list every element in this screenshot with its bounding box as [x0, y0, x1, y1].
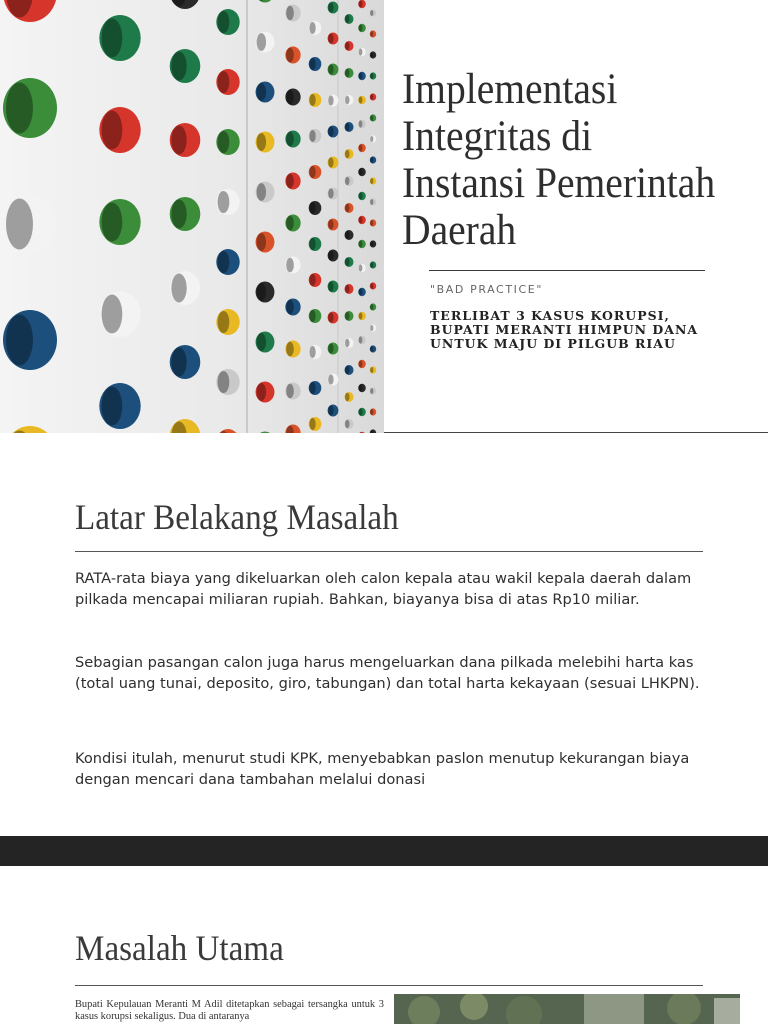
wall-hole-shadow: [370, 52, 373, 58]
wall-hole-shadow: [286, 384, 294, 398]
wall-hole-shadow: [345, 42, 350, 51]
wall-hole-shadow: [286, 6, 294, 20]
wall-hole-shadow: [309, 382, 315, 394]
wall-hole-shadow: [370, 136, 373, 142]
wall-hole-shadow: [102, 110, 123, 149]
wall-hole-shadow: [328, 281, 333, 291]
cover-photo: [0, 0, 384, 433]
wall-hole-shadow: [309, 274, 315, 286]
section-rule: [75, 985, 703, 986]
wall-hole-shadow: [345, 177, 350, 186]
wall-hole-shadow: [359, 144, 363, 151]
perforated-wall-image: [0, 0, 384, 433]
wall-hole-shadow: [328, 95, 333, 105]
wall-hole-shadow: [257, 233, 266, 251]
wall-hole-shadow: [218, 311, 230, 333]
wall-hole-shadow: [6, 199, 33, 250]
wall-hole-shadow: [359, 240, 363, 247]
wall-hole-shadow: [328, 126, 333, 136]
wall-hole-shadow: [345, 123, 350, 132]
wall-hole-shadow: [257, 333, 266, 351]
wall-hole-shadow: [370, 367, 373, 373]
wall-hole-shadow: [328, 188, 333, 198]
wall-hole-shadow: [345, 69, 350, 78]
wall-hole-shadow: [309, 310, 315, 322]
main-problem-text: Bupati Kepulauan Meranti M Adil ditetapkan sebagai tersangka untuk 3 kasus korupsi sekaligus. Dua di antaranya: [75, 999, 384, 1022]
wall-hole-shadow: [370, 157, 373, 163]
wall-hole-shadow: [359, 312, 363, 319]
wall-hole-shadow: [328, 157, 333, 167]
wall-hole-shadow: [257, 133, 266, 151]
cover-title: Implementasi Integritas di Instansi Pemerintah Daerah: [402, 66, 716, 254]
wall-hole-shadow: [370, 409, 373, 415]
wall-hole-shadow: [309, 202, 315, 214]
wall-hole-shadow: [370, 10, 373, 16]
wall-hole-shadow: [309, 58, 315, 70]
wall-hole-shadow: [6, 315, 33, 366]
paragraph-3: Kondisi itulah, menurut studi KPK, menyebabkan paslon menutup kekurangan biaya dengan mencari dana tambahan melalui donasi: [75, 750, 690, 788]
wall-hole-shadow: [345, 420, 350, 429]
wall-hole-shadow: [328, 343, 333, 353]
wall-hole-shadow: [370, 220, 373, 226]
wall-hole-shadow: [370, 73, 373, 79]
wall-hole-shadow: [218, 371, 230, 393]
wall-hole-shadow: [370, 94, 373, 100]
wall-hole-shadow: [345, 258, 350, 267]
wall-hole-shadow: [370, 325, 373, 331]
wall-hole-shadow: [370, 262, 373, 268]
cover-kicker: "BAD PRACTICE": [430, 283, 543, 296]
wall-hole-shadow: [359, 360, 363, 367]
wall-hole-shadow: [286, 90, 294, 104]
wall-hole-shadow: [370, 115, 373, 121]
paragraph-2: Sebagian pasangan calon juga harus mengeluarkan dana pilkada melebihi harta kas (total uang tunai, deposito, giro, tabungan) dan total harta kekayaan (sesuai LHKPN).: [75, 654, 700, 692]
wall-hole-shadow: [6, 83, 33, 134]
wall-hole-shadow: [370, 31, 373, 37]
wall-hole-shadow: [309, 166, 315, 178]
wall-hole-shadow: [328, 374, 333, 384]
wall-hole-shadow: [359, 408, 363, 415]
wall-hole-shadow: [309, 94, 315, 106]
wall-hole-shadow: [171, 348, 186, 377]
section-title-masalah-utama: Masalah Utama: [75, 928, 284, 968]
wall-hole-shadow: [345, 15, 350, 24]
wall-hole-shadow: [286, 342, 294, 356]
wall-hole-shadow: [345, 393, 350, 402]
main-problem-slide: [0, 866, 768, 1024]
wall-hole-shadow: [102, 18, 123, 57]
wall-hole-shadow: [370, 346, 373, 352]
wall-hole-shadow: [345, 366, 350, 375]
wall-hole-shadow: [328, 33, 333, 43]
background-slide: [0, 433, 768, 836]
wall-hole-shadow: [359, 384, 363, 391]
wall-hole-shadow: [102, 202, 123, 241]
slide-divider-band: [0, 836, 768, 866]
wall-hole-shadow: [370, 199, 373, 205]
wall-hole-shadow: [345, 339, 350, 348]
wall-hole-shadow: [359, 120, 363, 127]
wall-hole-shadow: [345, 312, 350, 321]
wall-hole-shadow: [309, 238, 315, 250]
wall-hole-shadow: [309, 130, 315, 142]
wall-hole-shadow: [345, 204, 350, 213]
wall-hole-shadow: [359, 264, 363, 271]
wall-hole-shadow: [359, 216, 363, 223]
wall-hole-shadow: [309, 418, 315, 430]
wall-hole-shadow: [286, 132, 294, 146]
wall-hole-shadow: [328, 64, 333, 74]
cover-headline: TERLIBAT 3 KASUS KORUPSI, BUPATI MERANTI HIMPUN DANA UNTUK MAJU DI PILGUB RIAU: [430, 308, 699, 351]
wall-hole-shadow: [359, 168, 363, 175]
cover-slide: [0, 0, 768, 433]
outdoor-photo: [394, 994, 740, 1024]
wall-hole-shadow: [257, 383, 266, 401]
wall-hole-shadow: [286, 258, 294, 272]
cover-divider-line: [429, 270, 705, 271]
wall-hole-shadow: [345, 231, 350, 240]
wall-hole-shadow: [218, 251, 230, 273]
wall-hole-shadow: [370, 304, 373, 310]
wall-hole-shadow: [359, 192, 363, 199]
wall-hole-shadow: [286, 300, 294, 314]
wall-hole-shadow: [257, 83, 266, 101]
section-rule: [75, 551, 703, 552]
wall-hole-shadow: [328, 250, 333, 260]
wall-hole-shadow: [359, 48, 363, 55]
wall-hole-shadow: [218, 131, 230, 153]
wall-hole-shadow: [171, 126, 186, 155]
wall-hole-shadow: [370, 283, 373, 289]
wall-hole-shadow: [328, 2, 333, 12]
wall-hole-shadow: [328, 405, 333, 415]
wall-hole-shadow: [102, 386, 123, 425]
wall-hole-shadow: [218, 191, 230, 213]
wall-hole-shadow: [257, 33, 266, 51]
section-title-latar-belakang: Latar Belakang Masalah: [75, 497, 399, 537]
wall-hole-shadow: [286, 48, 294, 62]
wall-hole-shadow: [359, 288, 363, 295]
wall-hole-shadow: [171, 52, 186, 81]
wall-hole-shadow: [370, 388, 373, 394]
wall-hole-shadow: [218, 11, 230, 33]
wall-hole-shadow: [218, 71, 230, 93]
wall-hole-shadow: [328, 312, 333, 322]
wall-hole-shadow: [359, 24, 363, 31]
wall-hole-shadow: [359, 72, 363, 79]
wall-hole-shadow: [345, 150, 350, 159]
wall-hole-shadow: [171, 200, 186, 229]
wall-hole-shadow: [359, 0, 363, 7]
wall-hole-shadow: [328, 219, 333, 229]
wall-hole-shadow: [359, 96, 363, 103]
wall-hole-shadow: [370, 178, 373, 184]
wall-hole-shadow: [286, 216, 294, 230]
wall-hole-shadow: [286, 174, 294, 188]
paragraph-1: RATA-rata biaya yang dikeluarkan oleh calon kepala atau wakil kepala daerah dalam pilkada mencapai miliaran rupiah. Bahkan, biayanya bisa di atas Rp10 miliar.: [75, 570, 692, 608]
wall-hole-shadow: [171, 274, 186, 303]
wall-hole-shadow: [359, 336, 363, 343]
wall-hole-shadow: [370, 241, 373, 247]
wall-hole-shadow: [102, 294, 123, 333]
wall-hole-shadow: [345, 96, 350, 105]
wall-hole-shadow: [309, 22, 315, 34]
wall-hole-shadow: [257, 183, 266, 201]
wall-hole-shadow: [257, 283, 266, 301]
wall-hole-shadow: [309, 346, 315, 358]
wall-hole-shadow: [345, 285, 350, 294]
